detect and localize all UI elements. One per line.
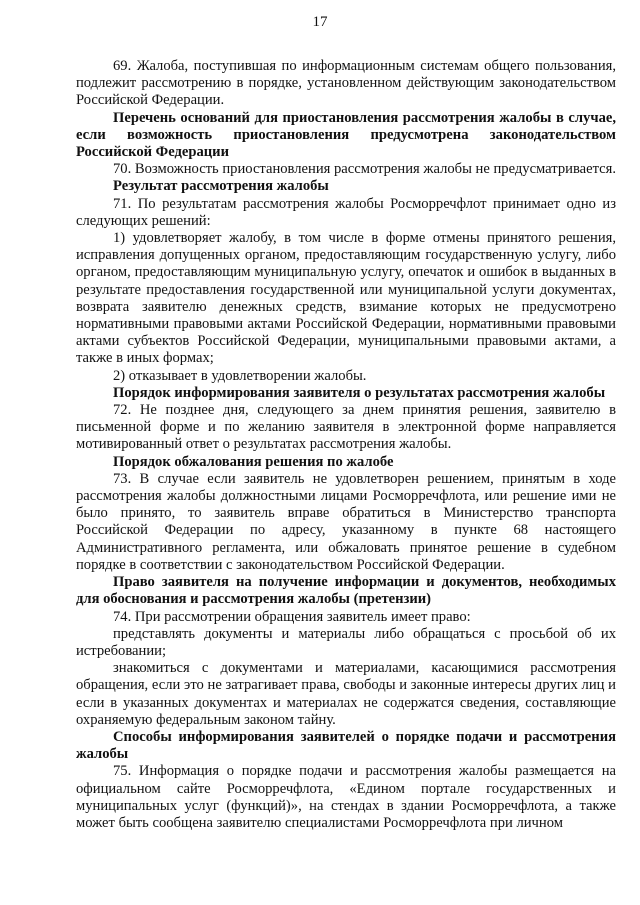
paragraph-74-item-1: представлять документы и материалы либо обращаться с просьбой об их истребовании; [76, 625, 616, 659]
paragraph-74: 74. При рассмотрении обращения заявитель имеет право: [113, 608, 471, 625]
page-number: 17 [312, 14, 328, 30]
paragraph-69: 69. Жалоба, поступившая по информационным системам общего пользования, подлежит рассмотрению в порядке, установленном действующим законодательством Российской Федерации. [76, 58, 616, 109]
paragraph-71: 71. По результатам рассмотрения жалобы Росморречфлот принимает одно из следующих решений: [76, 195, 616, 229]
paragraph-75: 75. Информация о порядке подачи и рассмотрения жалобы размещается на официальном сайте Росморречфлота, «Едином портале государственных и муниципальных услуг (функций)», на стендах в здании Росморречфлота, а также может быть сообщена заявителю специалистами Росморречфлота при личном [76, 763, 616, 831]
paragraph-70: 70. Возможность приостановления рассмотрения жалобы не предусматривается. [113, 161, 616, 178]
heading-right-to-information: Право заявителя на получение информации и документов, необходимых для обоснования и рассмотрения жалобы (претензии) [76, 574, 616, 608]
page-body [76, 58, 616, 832]
heading-informing-applicant: Порядок информирования заявителя о результатах рассмотрения жалобы [113, 384, 606, 401]
heading-informing-methods: Способы информирования заявителей о порядке подачи и рассмотрения жалобы [76, 728, 616, 763]
heading-appeal-procedure: Порядок обжалования решения по жалобе [113, 453, 394, 470]
heading-complaint-result: Результат рассмотрения жалобы [113, 178, 329, 195]
paragraph-74-item-2: знакомиться с документами и материалами, касающимися рассмотрения обращения, если это не затрагивает права, свободы и законные интересы других лиц и если в указанных документах и материалах не содержатся сведения, составляющие охраняемую федеральным законом тайну. [76, 660, 616, 728]
paragraph-71-item-2: 2) отказывает в удовлетворении жалобы. [113, 367, 367, 384]
paragraph-72: 72. Не позднее дня, следующего за днем принятия решения, заявителю в письменной форме и по желанию заявителя в электронной форме направляется мотивированный ответ о результатах рассмотрения жалобы. [76, 402, 616, 453]
heading-suspension-grounds: Перечень оснований для приостановления рассмотрения жалобы в случае, если возможность приостановления предусмотрена законодательством Российской Федерации [76, 109, 616, 161]
paragraph-71-item-1: 1) удовлетворяет жалобу, в том числе в форме отмены принятого решения, исправления допущенных органом, предоставляющим государственную услугу, либо органом, предоставляющим муниципальную услугу, опечаток и ошибок в выданных в результате предоставления государственной или муниципальной услуги документах, возврата заявителю денежных средств, взимание которых не предусмотрено нормативными правовыми актами Российской Федерации, нормативными правовыми актами субъектов Российской Федерации, муниципальными правовыми актами, а также в иных формах; [76, 230, 616, 367]
paragraph-73: 73. В случае если заявитель не удовлетворен решением, принятым в ходе рассмотрения жалобы должностными лицами Росморречфлота, или решение ими не было принято, то заявитель вправе обратиться в Министерство транспорта Российской Федерации по адресу, указанному в пункте 68 настоящего Административного регламента, или обжаловать принятое решение в судебном порядке в соответствии с законодательством Российской Федерации. [76, 470, 616, 573]
